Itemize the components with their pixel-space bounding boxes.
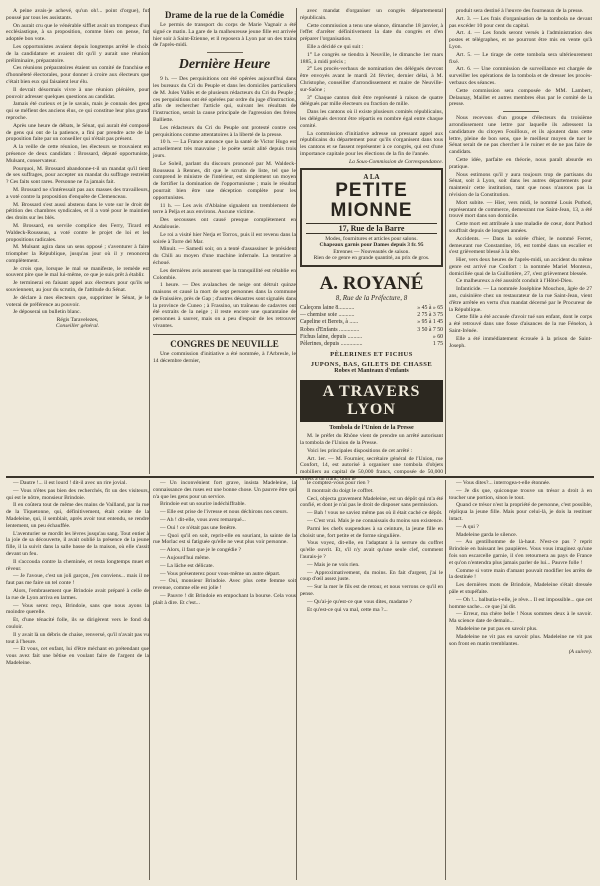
story-paragraph: Quand ce trésor n'est la propriété de personne, c'est possible, répliqua la jeune fille. Mais pour celui-là, je dois la restituer intact. bbox=[449, 502, 592, 522]
story-paragraph: — Dautre !... il est lourd ! dit-il avec un rire jovial. bbox=[13, 480, 127, 486]
price-row bbox=[300, 319, 443, 326]
ad-line: Rien de ce genre en grande quantité, au prix de gros. bbox=[313, 255, 430, 262]
divider bbox=[207, 52, 243, 53]
article-paragraph: Cette commission sera composée de MM. Lambert, Delaunay, Maillet et autres membres élus par le comité de la presse. bbox=[449, 87, 592, 108]
story-paragraph: — C'est vrai. Mais je ne connaissais du moins son existence. bbox=[307, 517, 443, 524]
price-value: » 45 à » 65 bbox=[417, 304, 443, 311]
section-heading: Dernière Heure bbox=[178, 57, 271, 73]
article-paragraph: M. Mulsant agira dans un sens opposé ; s'aventurer à faire triompher la République, jusqu'au jour où il y renoncera complètement. bbox=[6, 244, 149, 264]
story-paragraph: — Sur la mer le fils est de retour, et nous verrons ce qu'il en pense. bbox=[300, 584, 443, 597]
column-rule bbox=[445, 480, 446, 880]
story-paragraph: — Vous présenterez pour vous-même un autre départ. bbox=[160, 570, 281, 577]
story-paragraph: — Vous n'êtes pas bien des recherchés, fit un des visiteurs, qui est le nôtre, monsieur Brindoie. bbox=[6, 487, 149, 501]
article-paragraph: Cette mort est attribuée à une maladie de cœur, dont Puthod souffrait depuis de longues années. bbox=[449, 221, 592, 234]
article-paragraph: Nous recevons d'un groupe d'électeurs du troisième arrondissement une lettre par laquelle ils adressent la candidature du citoyen Fouilloux, et ils ajoutent dans cette lettre, pleine de bon sens, que le meilleur moyen de tuer le Sénat serait de ne pas chercher à le ruiner et de ne pas faire de candidats. bbox=[449, 115, 592, 156]
article-paragraph: produit sera destiné à l'œuvre des fourneaux de la presse. bbox=[456, 8, 584, 14]
article-paragraph: 3° Chaque canton doit être représenté à raison de quatre délégués par mille électeurs ou fraction de mille. bbox=[300, 94, 443, 108]
article-paragraph: Mort subite. — Hier, vers midi, le nommé Louis Puthod, représentant de commerce, demeurant rue Saint-Jean, 13, a été trouvé mort dans son domicile. bbox=[449, 199, 592, 220]
story-paragraph: — Bah ! vous ne saviez même pas où il était caché ce dépôt. bbox=[307, 510, 443, 517]
story-paragraph: — Vous serez reçu, Brindoie, sans que nous ayons la moindre querelle. bbox=[6, 602, 149, 616]
feuilleton-column-1 bbox=[6, 480, 149, 668]
article-paragraph: Minuit. — Samedi soir, on a tenté d'assassiner le président du Chili au moyen d'une machine infernale. La tentative a échoué. bbox=[153, 246, 296, 266]
article-paragraph: 10 h. — La France annonce que la santé de Victor Hugo est actuellement très mauvaise ; le poète serait alité depuis trois jours. bbox=[153, 139, 296, 159]
article-paragraph: 1 heure. — Des avalanches de neige ont détruit quinze maisons et causé la mort de sept personnes dans la commune de Fraissière, près de Gap ; d'autres désastres sont signalés dans la province de Cuneo ; à Frassino, un traîneau de cadavres ont été extraits de la neige ; il reste encore une quarantaine de personnes à sauver, mais on a peu d'espoir de les retrouver vivantes. bbox=[153, 282, 296, 330]
ad-subheading: Robes et Manteaux d'enfants bbox=[334, 368, 409, 375]
article-paragraph: Elle a été immédiatement écrouée à la prison de Saint-Joseph. bbox=[449, 335, 592, 349]
price-item: Caleçons laine 8........... bbox=[300, 304, 355, 311]
article-paragraph: avec mandat d'organiser un congrès départemental républicain. bbox=[300, 8, 443, 21]
ad-subheading: JUPONS, BAS, GILETS DE CHASSE bbox=[310, 361, 433, 369]
story-paragraph: — Vous dites?... interrogea-t-elle étonnée. bbox=[456, 480, 551, 486]
article-paragraph: Le roi a visité hier Nerja et Torrox, puis il est revenu dans la soirée à Torre del Mar. bbox=[153, 231, 296, 245]
story-paragraph: L'aventurier se mordit les lèvres jusqu'au sang. Tout entier à la joie de sa découverte, il avait oublié la présence de la jeune fille, il la suivit dans la salle basse de la maison, où elle s'assit devant un feu. bbox=[6, 530, 149, 557]
story-paragraph: Brindoie eut un sourire indéchiffrable. bbox=[160, 501, 246, 508]
ad-line: Etrennes — Nouveautés de saison. bbox=[333, 248, 410, 255]
story-paragraph: Madeleine garda le silence. bbox=[456, 531, 518, 538]
story-paragraph: Madeleine ne vit pas en savoir plus. Madeleine ne vit pas son front en matin tremblantes. bbox=[449, 633, 592, 647]
article-paragraph: M. Brossard, en servile complice des Ferry, Tirard et Waldeck-Rousseau, a voté contre le projet de loi et les propositions radicales. bbox=[6, 222, 149, 243]
article-paragraph: Ce malheureux a été aussitôt conduit à l'Hôtel-Dieu. bbox=[456, 278, 573, 285]
story-paragraph: — Approximativement, du moins. En fait d'argent, j'ai le coup d'œil assez juste. bbox=[300, 569, 443, 583]
price-item: Robes d'Enfants .............. bbox=[300, 326, 360, 333]
story-paragraph: — Au gentilhomme de là-haut. N'est-ce pas ? reprit Brindoie en baissant les paupières. Vous vous imaginez qu'une fois son escarcelle garnie, il s'en retournera au pays de France et qu'on n'entendra plus jamais parler de lui... Pauvre folle ! bbox=[449, 539, 592, 566]
article-paragraph: Cette idée, parfaite en théorie, nous paraît absurde en pratique. bbox=[449, 156, 592, 170]
article-paragraph: Jamais été curieux et je le savais, mais je connais des gens qui se méfient des anciens élus, ce qui constitue leur plus grand reproche. bbox=[6, 101, 149, 121]
story-paragraph: Il en coûtera tout de même des mains de Vailland, par la rue de la Tiquetonne, qui, définitivement, était ceinte de la Madeleine, qui, il semblait, après avoir tout entendu, se rendre lentement, un peu échauffée. bbox=[6, 502, 149, 529]
price-row bbox=[300, 305, 443, 312]
feuilleton-column-3 bbox=[300, 480, 443, 614]
section-heading: Drame de la rue de la Comédie bbox=[165, 10, 284, 20]
signature-name: Régis Taravelezes, bbox=[56, 317, 99, 324]
story-paragraph: — Un inconvénient fort grave, insista Madeleine, la connaissance des ruses est une bonne chose. Un pauvre être qui n'a que les gens pour un service. bbox=[153, 480, 296, 500]
ad-prefix: A LA bbox=[363, 172, 380, 181]
article-paragraph: Il devrait désormais vivre à une réunion plénière, pour pouvoir adresser quelques questions au candidat. bbox=[6, 86, 149, 100]
price-row bbox=[300, 334, 443, 341]
article-paragraph: Les rédacteurs du Cri du Peuple ont protesté contre ces perquisitions comme attentatoires à la liberté de la presse. bbox=[153, 124, 296, 138]
story-paragraph: — Erreur, ma chère belle ! Nous sommes deux à le savoir. Ma science date de demain... bbox=[449, 611, 592, 625]
article-paragraph: Hier, vers deux heures de l'après-midi, un accident du même genre est arrivé rue Confort : la nommée Mariel Monteux, domiciliée quai de la Guillotière, 27, s'est grièvement blessée. bbox=[449, 257, 592, 277]
article-paragraph: 9 h. — Des perquisitions ont été opérées aujourd'hui dans les bureaux du Cri du Peuple et dans les domiciles particuliers de M. Jules Vallès et de plusieurs rédacteurs du Cri du Peuple ; ces perquisitions ont été opérées par ordre du juge d'instruction, afin de rechercher l'article qui, suivant les résultats de l'instruction, serait la cause principale de l'agression des frères Balliette. bbox=[153, 76, 296, 123]
column-1 bbox=[6, 8, 149, 331]
story-paragraph: Madeleine ne put pas en savoir plus. bbox=[456, 625, 538, 632]
ad-title: PETITE MIONNE bbox=[330, 179, 413, 221]
story-paragraph: Les dernières mots de Brindoie, Madeleine s'était dressée pâle et stupéfaite. bbox=[449, 582, 592, 595]
price-item: — chemise soie ........... bbox=[300, 312, 355, 319]
signature-title: Conseiller général. bbox=[55, 323, 100, 330]
story-paragraph: — Oui ! ce n'était pas une fenêtre. bbox=[160, 524, 237, 531]
story-paragraph: Alors, l'embrasement que Brindoie avait préparé à celle de la rue de Lyon arriva en larmes. bbox=[6, 587, 149, 601]
price-value: 2 75 à 3 75 bbox=[417, 312, 443, 319]
article-paragraph: Le permis de transport du corps de Marie Vagnair a été signé ce matin. La gare de la malheureuse jeune fille est arrivée hier soir à Saint-Etienne, et il reposera à Lyon par un des trains de l'après-midi. bbox=[153, 22, 296, 49]
price-value: 1 75 bbox=[432, 340, 443, 347]
article-paragraph: Les opportunistes avaient depuis longtemps arrêté le choix de la candidature et avaient dit qu'il y aurait une réunion préliminaire, préparatoire. bbox=[6, 43, 149, 64]
section-banner: A TRAVERS LYON bbox=[300, 380, 443, 422]
story-paragraph: Il y avait là un débris de chaise, renversé, qu'il n'avait pas vu tout à l'heure. bbox=[6, 631, 149, 645]
article-paragraph: Dans les cantons où il existe plusieurs comités républicains, les délégués devront être répartis en nombre égal entre chaque comité. bbox=[300, 109, 443, 129]
article-paragraph: 11 h. — Les avis d'Ablaine signalent un tremblement de terre à Pelja et aux environs. Aucune victime. bbox=[153, 202, 296, 216]
article-paragraph: Pourquoi, M. Brossard abandonne-t-il un mandat qu'il tient de ses suffrages, pour accepter un mandat du suffrage restreint ? Ces faits sont rares. Personne ne l'a jamais fait. bbox=[6, 165, 149, 186]
article-paragraph: Voici les principales dispositions de cet arrêté : bbox=[307, 447, 413, 454]
article-paragraph: A la veille de cette réunion, les électeurs se trouvaient en présence de deux candidats : Brossard, député opportuniste, Mulsant, conservateur. bbox=[6, 144, 149, 164]
story-paragraph: — Alors, il faut que je le congédie ? bbox=[160, 547, 241, 554]
article-paragraph: La commission d'initiative adresse un pressant appel aux républicains du département pour qu'ils s'organisent dans tous les cantons et se fassent représenter à ce congrès, qui est d'une importance capitale pour les élections de la fin de l'année. bbox=[300, 130, 443, 157]
column-2 bbox=[153, 8, 296, 365]
story-paragraph: — Mais je ne vois rien. bbox=[307, 561, 360, 568]
ad-title: A. ROYANÉ bbox=[319, 272, 424, 294]
article-paragraph: Art. 1er. — M. Fournier, secrétaire général de l'Union, rue Confort, 14, est autorisé à organiser une tombola d'objets mobiliers au capital de 50,000 francs, composée de 50,000 billets à un franc, dont le bbox=[300, 455, 443, 482]
price-value: » 60 bbox=[432, 333, 443, 340]
article-signature: La Sous-Commission de Correspondance. bbox=[349, 158, 443, 165]
article-paragraph: On aurait cru que le vénérable sifflet avait un trompeux d'un ecclésiastique, à sa proposition, comme bien on pense, fut adoptée bon vote. bbox=[6, 22, 149, 43]
story-paragraph: — Pauvre ! dit Brindoie en empochant la bourse. Cela vous plaît à dire. Et c'est... bbox=[153, 592, 296, 606]
article-paragraph: M. Brossard s'est aussi abstenu dans le vote sur le droit de pétition des chambres syndicales, et il a voté pour le maintien des droits sur les blés. bbox=[6, 201, 149, 222]
story-paragraph: — Elle est prise de l'ivresse et nous déchirons nos cœurs. bbox=[160, 509, 288, 516]
article-paragraph: M. Brossard ne s'intéressait pas aux masses des travailleurs, a voté contre la proposition d'enquête de Clemenceau. bbox=[6, 186, 149, 200]
article-paragraph: Art. 6. — Une commission de surveillance est chargée de surveiller les opérations de la tombola et de dresser les procès-verbaux des séances. bbox=[449, 66, 592, 86]
price-row bbox=[300, 327, 443, 334]
article-paragraph: Nous estimons qu'il y aura toujours trop de partisans du Sénat, soit à Lyon, soit dans les autres départements pour maintenir cette institution, tant que nous n'aurons pas la révision de la Constitution. bbox=[449, 171, 592, 198]
story-paragraph: Comme si votre main d'amant pouvait modifier les arrêts de la destinée ! bbox=[449, 567, 592, 581]
price-item: Capeline et Berets, à ...... bbox=[300, 319, 359, 326]
ad-address: 17, Rue de la Barre bbox=[306, 223, 437, 234]
story-paragraph: — Et vous, cet enfant, lui d'être méchant en prétendant que vous avez fait une bêtise en voulant faire de l'argent de la Madeleine. bbox=[6, 646, 149, 666]
price-value: » 95 à 1 45 bbox=[417, 319, 443, 326]
story-paragraph: Il s'accouda contre la cheminée, et resta longtemps muet et rêveur. bbox=[6, 558, 149, 572]
advertisement-royane bbox=[300, 273, 443, 374]
article-paragraph: Cette commission a tenu une séance, dimanche 18 janvier, à l'effet d'arrêter définitivement la date du congrès et d'en préparer l'organisation. bbox=[300, 22, 443, 43]
article-paragraph: Je déclare à mes électeurs que, supprimer le Sénat, je le voterai de préférence au pouvoir. bbox=[6, 294, 149, 308]
story-paragraph: — Je dis que, quiconque trouve un trésor a droit à en toucher une portion, sinon le tout. bbox=[449, 487, 592, 501]
article-paragraph: A peine avais-je achevé, qu'un oh!... point d'orgue), fut poussé par tous les assistants. bbox=[6, 8, 149, 21]
section-heading: Tombola de l'Union de la Presse bbox=[329, 424, 414, 432]
ad-subheading: PÈLERINES ET FICHUS bbox=[330, 351, 413, 359]
price-row bbox=[300, 312, 443, 319]
story-paragraph: — Ah ! dit-elle, vous avez remarqué... bbox=[160, 516, 246, 523]
article-paragraph: Cette fille a été accusée d'avoir tué son enfant, dont le corps a été retrouvé dans une fosse d'aisances de la rue Fénelon, à Saint-Irénée. bbox=[449, 314, 592, 335]
story-paragraph: — Qu'ai-je qu'est-ce que vous dites, madame ? bbox=[307, 598, 412, 605]
article-paragraph: 2° Les procès-verbaux de nomination des délégués devront être envoyés avant le mardi 24 février, dernier délai, à M. Christophe, conseiller d'arrondissement et maire de Neuville-sur-Saône ; bbox=[300, 66, 443, 93]
article-paragraph: Je crois que, lorsque le mal se manifeste, le remède est souvent pire que le mal lui-même, ce que je suis prêt à établir. bbox=[6, 265, 149, 279]
story-paragraph: le comptez-vous pour rien ? bbox=[307, 480, 370, 486]
divider bbox=[503, 111, 539, 112]
price-item: Pèlerines, depuis ............... bbox=[300, 340, 363, 347]
story-paragraph: Parmi les chefs suspendues à sa ceinture, la jeune fille en choisit une, fort petite et de forme singulière. bbox=[300, 525, 443, 539]
continued-note: (A suivre). bbox=[568, 649, 592, 656]
story-paragraph: Et qu'est-ce qui va mal, cette ma ?... bbox=[307, 606, 388, 613]
advertisement-petite-mionne bbox=[300, 168, 443, 267]
column-rule bbox=[149, 480, 150, 880]
story-paragraph: — Quoi qu'il en soit, reprit-elle en souriant, la sainte de la rue Morlac est si fatiguée qu'elle ne veut plus voir personne. bbox=[153, 532, 296, 546]
story-paragraph: Ceci, objecta gravement Madeleine, est un dépôt qui m'a été confié, et dont je n'ai pas le droit de disposer sans permission. bbox=[300, 495, 443, 509]
story-paragraph: Et, d'une ténacité folle, ils se dirigèrent vers le fond du couloir. bbox=[6, 617, 149, 630]
story-paragraph: — Aujourd'hui même. bbox=[160, 554, 210, 561]
story-paragraph: — La lâche est délicate. bbox=[160, 562, 214, 569]
story-paragraph: — Oh !... balbutia-t-elle, je rêve... Il est impossible... que cet homme sache... ce que j'ai dit. bbox=[449, 596, 592, 610]
article-paragraph: Ces réunions préparatoires étaient un comité de franchise et d'honnêteté électorales, pour donner à croire aux électeurs que c'était bien eux qui faisaient leur élu. bbox=[6, 65, 149, 85]
price-item: Fichus laine, depuis .......... bbox=[300, 333, 363, 340]
article-paragraph: Elle a décidé ce qui suit : bbox=[307, 43, 364, 50]
column-4 bbox=[449, 8, 592, 350]
article-paragraph: Des secousses ont causé presque complètement en Andalousie. bbox=[153, 217, 296, 230]
column-rule bbox=[445, 8, 446, 474]
column-3 bbox=[300, 8, 443, 484]
article-paragraph: Les dernières avis assurent que la tranquillité est rétablie en Colombie. bbox=[153, 267, 296, 281]
divider bbox=[153, 334, 296, 335]
story-paragraph: — Je l'avoue, c'est un joli garçon, j'en conviens... mais il ne faut pas me faire un tel conte ! bbox=[6, 573, 149, 587]
article-paragraph: Je terminerai en faisant appel aux électeurs pour qu'ils se souviennent, au jour du scrutin, de l'attitude du Sénat. bbox=[6, 280, 149, 294]
feuilleton-rule bbox=[6, 476, 594, 478]
section-heading: CONGRES DE NEUVILLE bbox=[170, 338, 279, 349]
price-value: 3 50 à 7 50 bbox=[417, 326, 443, 333]
article-paragraph: Je déposerai un bulletin blanc. bbox=[13, 309, 81, 316]
ad-line: Modes, fournitures et articles pour salons. bbox=[325, 235, 418, 242]
feuilleton-column-4 bbox=[449, 480, 592, 655]
ad-line: Chapeaux garnis pour Dames depuis 3 fr. 95 bbox=[319, 242, 424, 249]
column-rule bbox=[296, 8, 297, 474]
article-paragraph: Infanticide. — La nommée Joséphine Mouchon, âgée de 27 ans, cuisinière chez un restaurateur de la rue Saint-Jean, vient d'être arrêtée en vertu d'un mandat décerné par le Procureur de la République. bbox=[449, 286, 592, 313]
article-paragraph: 1° Le congrès se tiendra à Neuville, le dimanche 1er mars 1885, à midi précis ; bbox=[300, 51, 443, 65]
article-paragraph: Art. 5. — Le tirage de cette tombola sera ultérieurement fixé. bbox=[449, 51, 592, 65]
article-paragraph: Après une heure de débats, le Sénat, qui aurait été composé de gens qui ont de la patience, a fini par prendre acte de la proposition faite par un conseiller qui n'était pas présent. bbox=[6, 122, 149, 143]
story-paragraph: Il montrait du doigt le coffret. bbox=[307, 487, 374, 494]
column-rule bbox=[149, 8, 150, 474]
article-paragraph: Accidents. — Dans la soirée d'hier, le nommé Ferret, demeurant rue Constantine, 16, est tombé dans un escalier et s'est grièvement blessé à la tête. bbox=[449, 235, 592, 256]
story-paragraph: — Oui, monsieur Brindoie. Avec plus cette femme soit revenue, comme elle est jolie ! bbox=[153, 578, 296, 592]
ad-address: 8, Rue de la Préfecture, 8 bbox=[335, 293, 408, 302]
article-paragraph: Le Soleil, parlant du discours prononcé par M. Waldeck-Rousseau à Rennes, dit que le scrutin de liste, tel que le comprend le ministre de l'intérieur, est simplement un moyen de fortifier la domination de l'opportunisme ; mais le résultat pourrait bien être une déception complète pour les opportunistes. bbox=[153, 160, 296, 201]
story-paragraph: Vous voyez, dit-elle, en l'adaptant à la serrure du coffret qu'elle ouvrit. Et, s'il n'y avait qu'une seule clef, comment l'aurais-je ? bbox=[300, 540, 443, 560]
price-row bbox=[300, 341, 443, 348]
feuilleton-column-2 bbox=[153, 480, 296, 608]
article-paragraph: Art. 4. — Les fonds seront versés à l'administration des postes et télégraphes, et ne pourront être mis en vente qu'à Lyon. bbox=[449, 30, 592, 50]
article-paragraph: Art. 3. — Les frais d'organisation de la tombola ne devant pas excéder 10 pour cent du capital. bbox=[449, 15, 592, 29]
story-paragraph: — A qui ? bbox=[456, 523, 479, 530]
article-paragraph: M. le préfet du Rhône vient de prendre un arrêté autorisant la tombola de l'Union de la Presse. bbox=[300, 433, 443, 446]
article-paragraph: Une commission d'initiative a été nommée, à l'Arbresle, le 14 décembre dernier, bbox=[153, 350, 296, 364]
column-rule bbox=[296, 480, 297, 880]
